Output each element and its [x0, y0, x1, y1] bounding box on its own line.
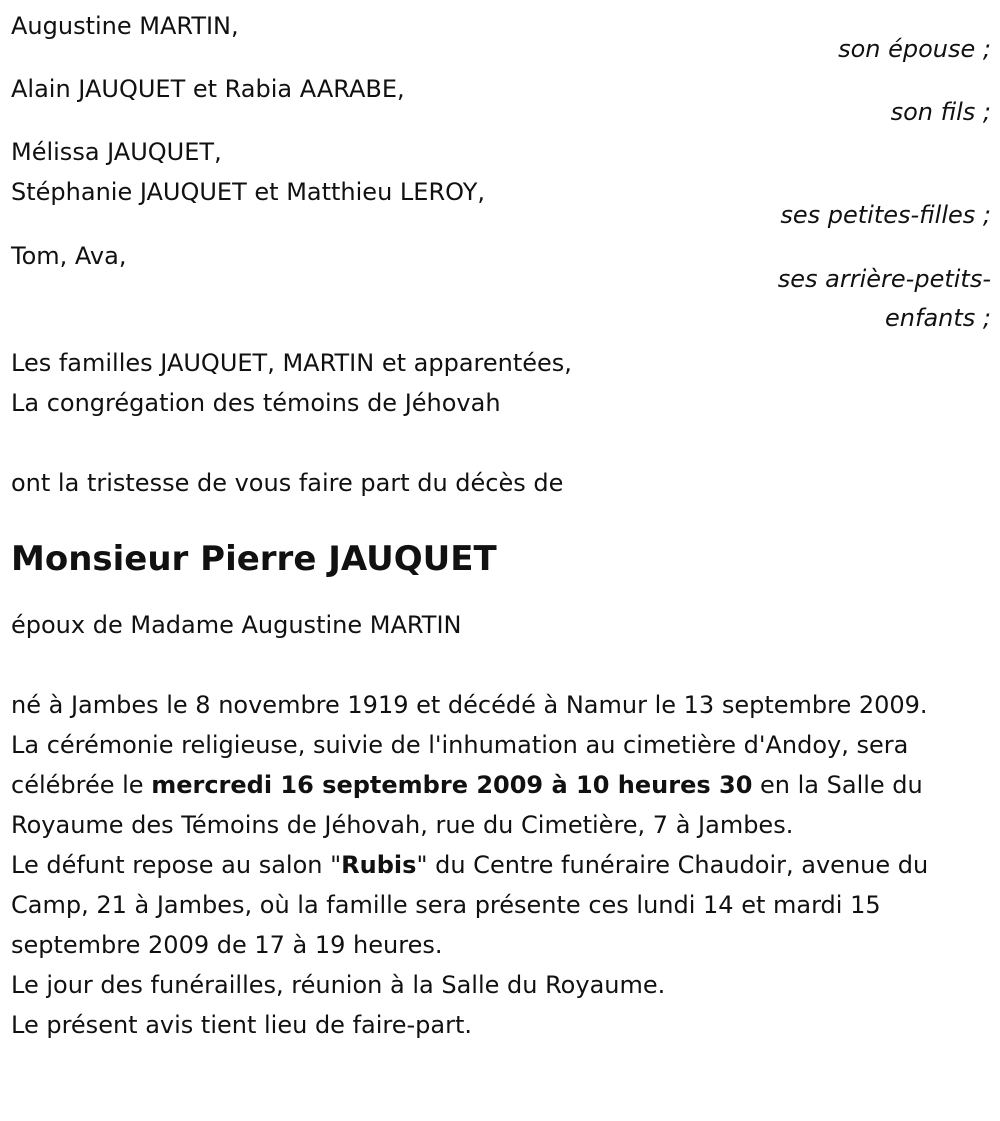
family-names: Alain JAUQUET et Rabia AARABE,: [11, 75, 405, 103]
family-relation: ses petites-filles ;: [780, 201, 991, 229]
ceremony-text: La cérémonie religieuse, suivie de l'inhumation au cimetière d'Andoy, sera célébrée le: [11, 731, 909, 799]
family-entry-son: [11, 62, 991, 124]
funeral-day-line: Le jour des funérailles, réunion à la Salle du Royaume.: [11, 971, 666, 999]
family-relation: enfants ;: [885, 304, 991, 332]
repose-text: Le défunt repose au salon ": [11, 851, 342, 879]
other-relatives-line: La congrégation des témoins de Jéhovah: [11, 389, 501, 417]
ceremony-text: en la Salle du Royaume des Témoins de Jéhovah, rue du Cimetière, 7 à Jambes.: [11, 771, 923, 839]
family-names: Stéphanie JAUQUET et Matthieu LEROY,: [11, 178, 485, 206]
ceremony-paragraph: [11, 725, 986, 845]
obituary-notice: [11, 0, 991, 1045]
closing-line: Le présent avis tient lieu de faire-part.: [11, 1011, 473, 1039]
family-relation: son fils ;: [890, 98, 991, 126]
other-relatives: [11, 343, 991, 423]
deceased-name: Monsieur Pierre JAUQUET: [11, 539, 497, 579]
family-names: Augustine MARTIN,: [11, 12, 239, 40]
ceremony-date: mercredi 16 septembre 2009 à 10 heures 30: [151, 771, 753, 799]
family-entry-granddaughters: [11, 124, 991, 228]
repose-text: " du Centre funéraire Chaudoir, avenue du Camp, 21 à Jambes, où la famille sera présente ces lundi 14 et mardi 15 septembre 2009 de 17 à 19 heures.: [11, 851, 929, 959]
family-names: Tom, Ava,: [11, 242, 127, 270]
birth-death-paragraph: né à Jambes le 8 novembre 1919 et décédé à Namur le 13 septembre 2009.: [11, 691, 928, 719]
family-relation: son épouse ;: [838, 35, 991, 63]
family-entry-spouse: [11, 0, 991, 62]
family-entry-great-grandchildren: [11, 228, 991, 336]
announcement-text: ont la tristesse de vous faire part du décès de: [11, 469, 564, 497]
spouse-line: époux de Madame Augustine MARTIN: [11, 611, 462, 639]
family-names: Mélissa JAUQUET,: [11, 138, 222, 166]
salon-name: Rubis: [341, 851, 417, 879]
other-relatives-line: Les familles JAUQUET, MARTIN et apparentées,: [11, 349, 572, 377]
repose-paragraph: [11, 845, 971, 965]
family-relation: ses arrière-petits-: [777, 265, 991, 293]
